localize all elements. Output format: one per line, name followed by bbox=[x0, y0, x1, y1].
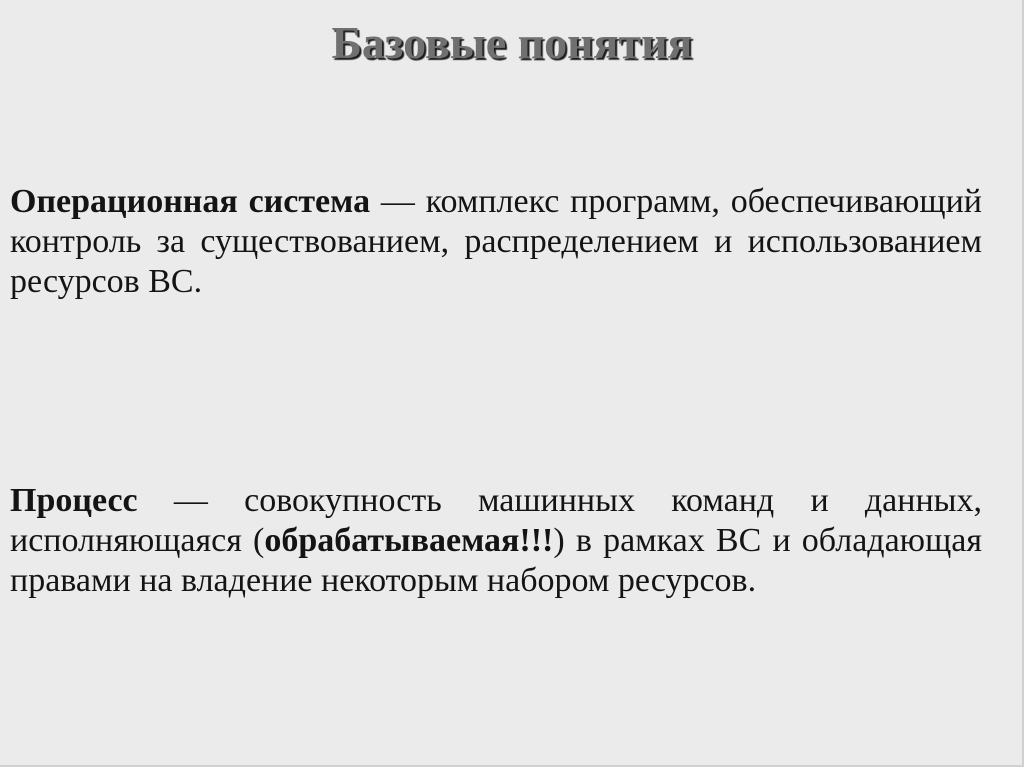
slide-title: Базовые понятия bbox=[331, 17, 693, 68]
definition-process-text-2: ) в рамках ВС и обладающая правами на владение некоторым набором ресурсов. bbox=[10, 522, 982, 599]
definition-process-emphasis: обрабатываемая!!! bbox=[264, 522, 554, 559]
definition-os bbox=[10, 182, 982, 302]
definition-process-text-1: — совокупность машинных команд и данных, исполняющаяся ( bbox=[10, 482, 982, 559]
definition-os-text: — комплекс программ, обеспечивающий контроль за существованием, распределением и использованием ресурсов ВС. bbox=[10, 183, 982, 300]
term-os: Операционная система bbox=[10, 183, 371, 220]
term-process: Процесс bbox=[10, 482, 138, 519]
definition-process bbox=[10, 481, 982, 601]
